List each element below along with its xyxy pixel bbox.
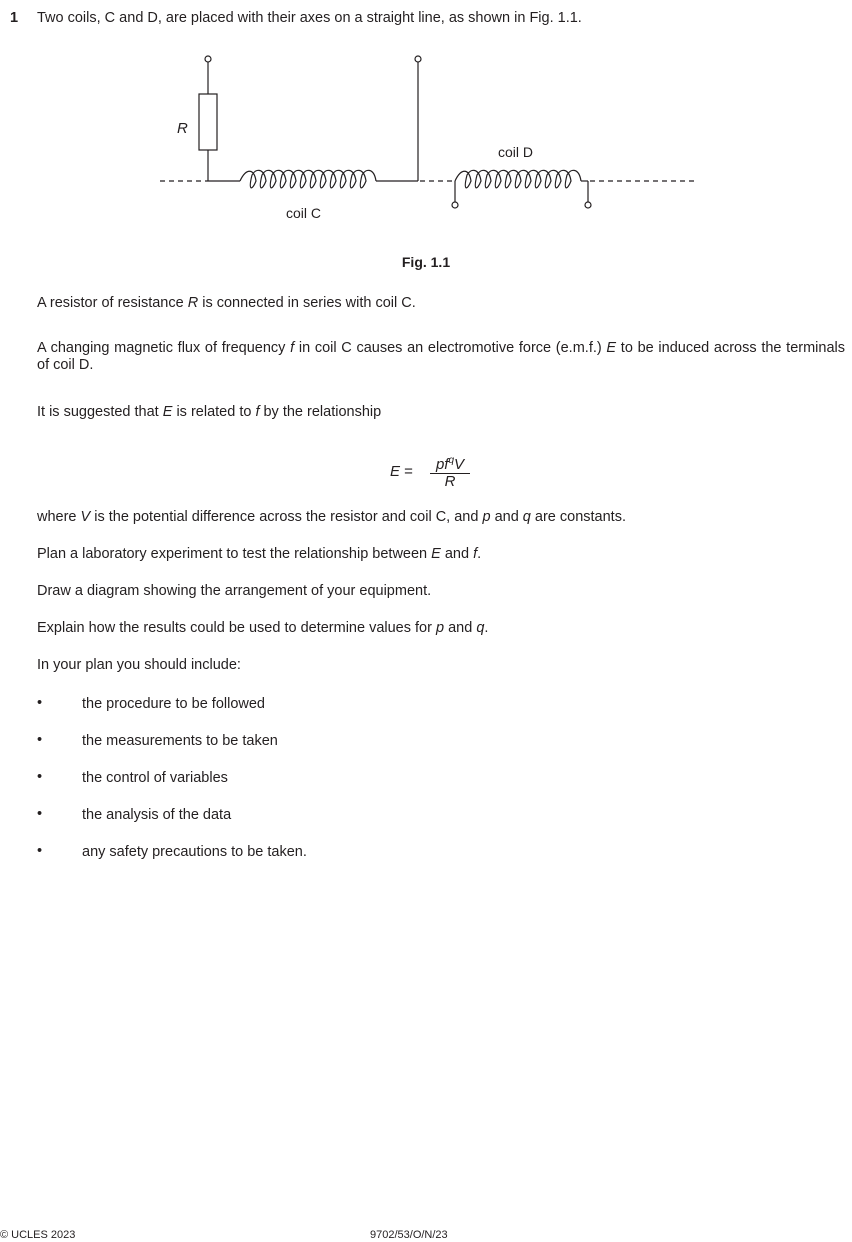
footer-code: 9702/53/O/N/23 <box>370 1229 448 1241</box>
paragraph-resistor: A resistor of resistance R is connected in series with coil C. <box>37 295 416 311</box>
terminal-top-right <box>415 56 421 62</box>
equation-numerator: $pf^qV$ <box>430 453 470 474</box>
resistor-r <box>199 94 217 150</box>
bullet-icon: • <box>37 806 43 822</box>
footer-copyright: © UCLES 2023 <box>0 1229 76 1241</box>
label-coil-c: coil C <box>286 205 322 221</box>
paragraph-plan: Plan a laboratory experiment to test the relationship between E and f. <box>37 546 482 562</box>
label-r: R <box>177 120 188 137</box>
equation-fraction <box>430 453 470 490</box>
paragraph-suggested: It is suggested that E is related to f by the relationship <box>37 404 382 420</box>
equation-denominator: R <box>444 473 456 490</box>
terminal-top-left <box>205 56 211 62</box>
figure-coils <box>150 44 710 224</box>
paragraph-flux: A changing magnetic flux of frequency f in coil C causes an electromotive force (e.m.f.) E to be induced across the terminals of coil D. <box>37 340 845 373</box>
paragraph-include: In your plan you should include: <box>37 657 241 673</box>
equation: E = $pf^qV$ R <box>0 453 852 493</box>
coil-d-windings <box>455 170 581 188</box>
figure-caption: Fig. 1.1 <box>401 254 451 270</box>
question-intro: Two coils, C and D, are placed with their axes on a straight line, as shown in Fig. 1.1. <box>37 10 582 26</box>
coil-c-windings <box>240 170 376 188</box>
bullet-icon: • <box>37 843 43 859</box>
paragraph-where: where V is the potential difference across the resistor and coil C, and p and q are constants. <box>37 509 626 525</box>
bullet-icon: • <box>37 695 43 711</box>
terminal-coil-d-left <box>452 202 458 208</box>
terminal-coil-d-right <box>585 202 591 208</box>
paragraph-explain: Explain how the results could be used to determine values for p and q. <box>37 620 489 636</box>
coil-diagram <box>150 44 710 224</box>
bullet-icon: • <box>37 732 43 748</box>
paragraph-draw: Draw a diagram showing the arrangement of your equipment. <box>37 583 432 599</box>
equation-lhs: E <box>390 463 401 480</box>
label-coil-d: coil D <box>498 144 534 160</box>
bullet-icon: • <box>37 769 43 785</box>
question-number: 1 <box>10 10 19 26</box>
